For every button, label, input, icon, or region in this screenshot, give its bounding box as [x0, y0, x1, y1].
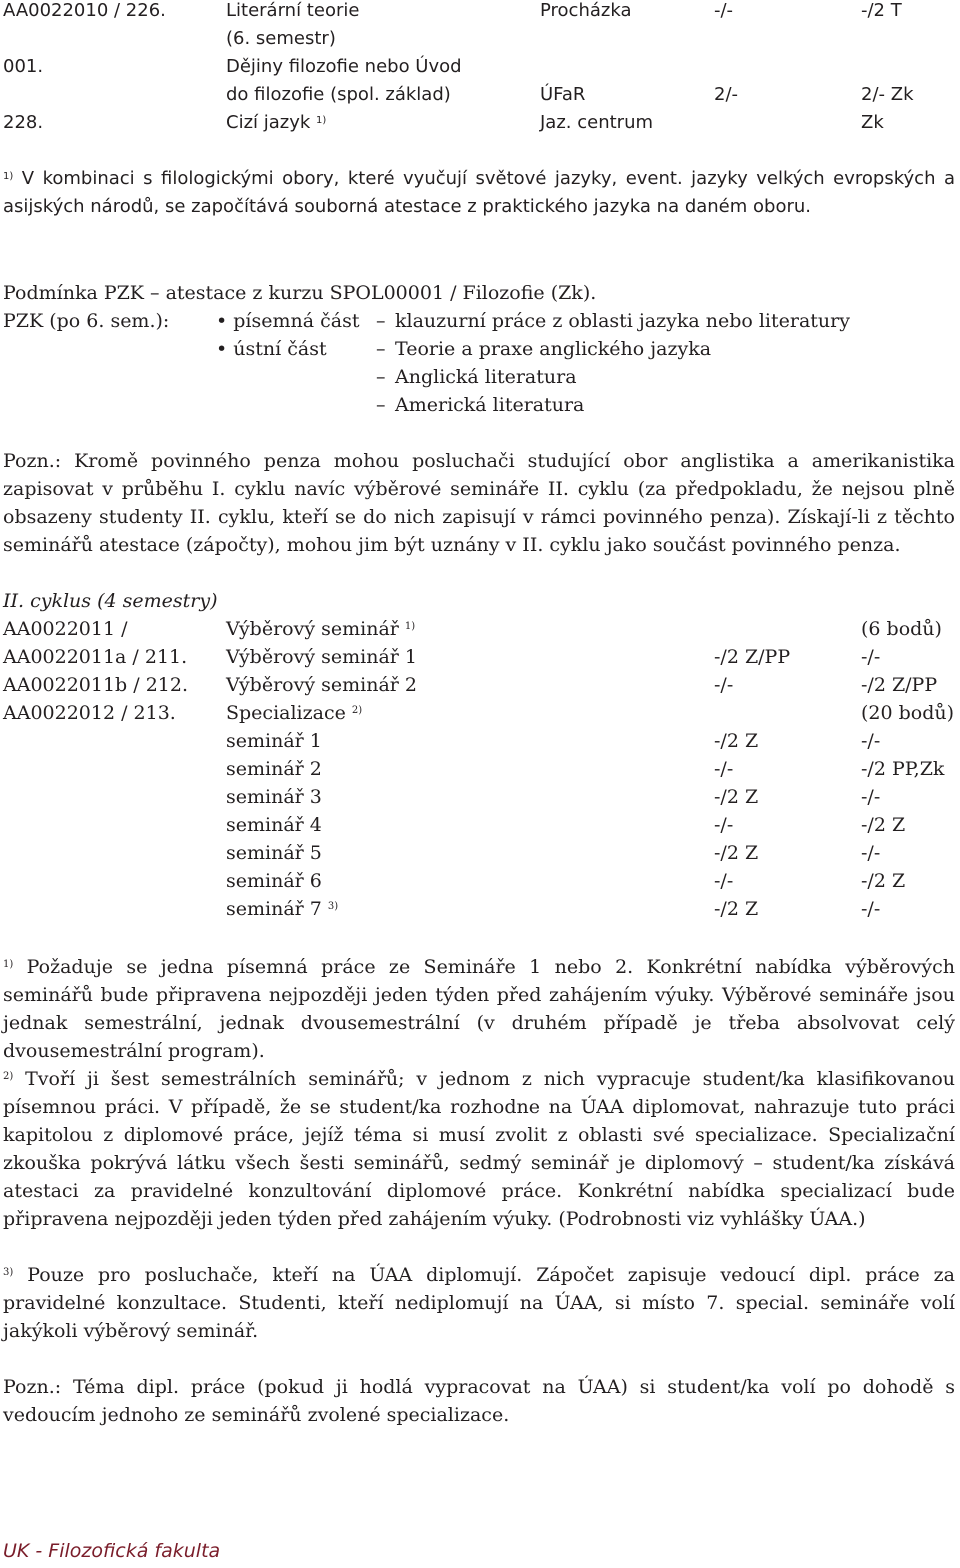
course-code: AA0022011 /: [3, 618, 128, 640]
winter-semester: -/2 Z/PP: [714, 646, 791, 668]
dash: –: [376, 394, 386, 416]
course-code: AA0022011a / 211.: [3, 646, 188, 668]
course-teacher: ÚFaR: [540, 84, 586, 105]
winter-semester: -/-: [714, 870, 734, 892]
pzk-written-row: [3, 307, 955, 335]
course-name: Výběrový seminář 2: [226, 674, 417, 696]
summer-semester: -/2 T: [861, 0, 902, 21]
table-row: [3, 727, 955, 755]
table-row: [3, 811, 955, 839]
summer-semester: -/-: [861, 898, 881, 920]
course-code: AA0022011b / 212.: [3, 674, 189, 696]
course-name: seminář 2: [226, 758, 322, 780]
course-code: 001.: [3, 56, 44, 77]
winter-semester: -/-: [714, 0, 734, 21]
table-row: [3, 671, 955, 699]
pzk-oral-row: [3, 391, 955, 419]
pzk-oral-row: [3, 363, 955, 391]
summer-semester: (6 bodů): [861, 618, 942, 640]
page-footer: UK - Filozofická fakulta: [3, 1540, 221, 1562]
course-name: do filozofie (spol. základ): [226, 84, 451, 105]
table-row: [3, 783, 955, 811]
dash: –: [376, 310, 386, 332]
table-row: [3, 699, 955, 727]
summer-semester: -/-: [861, 786, 881, 808]
course-name: seminář 7 $^{3)}$: [226, 898, 339, 920]
course-code: AA0022010 / 226.: [3, 0, 166, 21]
summer-semester: 2/- Zk: [861, 84, 914, 105]
footnote-paragraph: [3, 1261, 955, 1345]
summer-semester: -/2 Z/PP: [861, 674, 938, 696]
note-paragraph: Pozn.: Kromě povinného penza mohou posluchači studující obor anglistika a amerikanistika zapisovat v průběhu I. cyklu navíc výběrové semináře II. cyklu (za předpokladu, že nejsou plně obsazeny studenty II. cyklu, kteří se do nich zapisují v rámci povinného penza). Získají-li z těchto seminářů atestace (zápočty), mohou jim být uznány v II. cyklu jako součást povinného penza.: [3, 450, 955, 556]
winter-semester: -/2 Z: [714, 730, 759, 752]
course-name: Cizí jazyk $^{1)}$: [226, 112, 327, 133]
footnote-marker: 1): [3, 171, 14, 182]
footnote-marker: 3): [3, 1267, 14, 1278]
table-row: [3, 643, 955, 671]
summer-semester: -/2 Z: [861, 870, 906, 892]
course-teacher: Jaz. centrum: [540, 112, 654, 133]
course-code: AA0022012 / 213.: [3, 702, 176, 724]
winter-semester: -/-: [714, 814, 734, 836]
footnote-paragraph: [3, 1065, 955, 1233]
winter-semester: 2/-: [714, 84, 739, 105]
course-name: seminář 3: [226, 786, 322, 808]
table-row: [3, 109, 955, 137]
footnote-text: V kombinaci s filologickými obory, které vyučují světové jazyky, event. jazyky velkých evropských a asijských národů, se započítává souborná atestace z praktického jazyka na daném oboru.: [3, 168, 955, 217]
note-paragraph: Pozn.: Téma dipl. práce (pokud ji hodlá vypracovat na ÚAA) si student/ka volí po dohodě s vedoucím jednoho ze seminářů zvolené specializace.: [3, 1376, 955, 1426]
pzk-oral-row: [3, 335, 955, 363]
oral-item: Anglická literatura: [395, 366, 577, 388]
summer-semester: -/-: [861, 842, 881, 864]
footnote-marker: 1): [3, 959, 14, 970]
course-name: Dějiny filozofie nebo Úvod: [226, 56, 462, 77]
table-row: [3, 53, 955, 81]
course-name: (6. semestr): [226, 28, 336, 49]
summer-semester: -/-: [861, 646, 881, 668]
winter-semester: -/-: [714, 758, 734, 780]
summer-semester: -/-: [861, 730, 881, 752]
footnote-text: Pouze pro posluchače, kteří na ÚAA diplomují. Zápočet zapisuje vedoucí dipl. práce za pravidelné konzultace. Studenti, kteří nediplomují na ÚAA, si místo 7. special. semináře volí jakýkoli výběrový seminář.: [3, 1264, 955, 1342]
section-heading: II. cyklus (4 semestry): [3, 590, 218, 612]
table-row: [3, 615, 955, 643]
winter-semester: -/-: [714, 674, 734, 696]
table-row: [3, 0, 955, 25]
table-row: [3, 755, 955, 783]
course-name: seminář 5: [226, 842, 322, 864]
footnote-text: Tvoří ji šest semestrálních seminářů; v jednom z nich vypracuje student/ka klasifikovanou písemnou práci. V případě, že se student/ka rozhodne na ÚAA diplomovat, nahrazuje tuto práci kapitolou z diplomové práce, jejíž téma si musí zvolit z oblasti své specializace. Specializační zkouška pokrývá látku všech šesti seminářů, sedmý seminář je diplomový – student/ka získává atestaci za pravidelné konzultování diplomové práce. Konkrétní nabídka specializací bude připravena nejpozději jeden týden před zahájením výuky. (Podrobnosti viz vyhlášky ÚAA.): [3, 1068, 955, 1230]
oral-item: Americká literatura: [395, 394, 585, 416]
course-name: Specializace $^{2)}$: [226, 702, 363, 724]
course-name: seminář 4: [226, 814, 322, 836]
table-row: [3, 81, 955, 109]
table-row: [3, 867, 955, 895]
pzk-label: PZK (po 6. sem.):: [3, 310, 170, 332]
table-row: [3, 25, 955, 53]
course-name: Literární teorie: [226, 0, 360, 21]
course-code: 228.: [3, 112, 44, 133]
written-part-text: klauzurní práce z oblasti jazyka nebo literatury: [395, 310, 850, 332]
course-name: seminář 1: [226, 730, 322, 752]
oral-part-label: • ústní část: [216, 338, 327, 360]
winter-semester: -/2 Z: [714, 898, 759, 920]
summer-semester: (20 bodů): [861, 702, 955, 724]
oral-item: Teorie a praxe anglického jazyka: [395, 338, 712, 360]
footnote-paragraph: [3, 953, 955, 1065]
summer-semester: -/2 PP,Zk: [861, 758, 945, 780]
dash: –: [376, 338, 386, 360]
footnote-paragraph: [3, 165, 955, 221]
table-row: [3, 839, 955, 867]
course-teacher: Procházka: [540, 0, 632, 21]
course-name: seminář 6: [226, 870, 322, 892]
winter-semester: -/2 Z: [714, 842, 759, 864]
footnote-text: Požaduje se jedna písemná práce ze Semináře 1 nebo 2. Konkrétní nabídka výběrových seminářů bude připravena nejpozději jeden týden před zahájením výuky. Výběrové semináře jsou jednak semestrální, jednak dvousemestrální (v druhém případě je třeba absolvovat celý dvousemestrální program).: [3, 956, 955, 1062]
summer-semester: -/2 Z: [861, 814, 906, 836]
summer-semester: Zk: [861, 112, 884, 133]
footnote-marker: 2): [3, 1071, 14, 1082]
winter-semester: -/2 Z: [714, 786, 759, 808]
pzk-condition: Podmínka PZK – atestace z kurzu SPOL00001 / Filozofie (Zk).: [3, 282, 597, 304]
table-row: [3, 895, 955, 923]
dash: –: [376, 366, 386, 388]
written-part-label: • písemná část: [216, 310, 360, 332]
course-name: Výběrový seminář $^{1)}$: [226, 618, 416, 640]
course-name: Výběrový seminář 1: [226, 646, 417, 668]
